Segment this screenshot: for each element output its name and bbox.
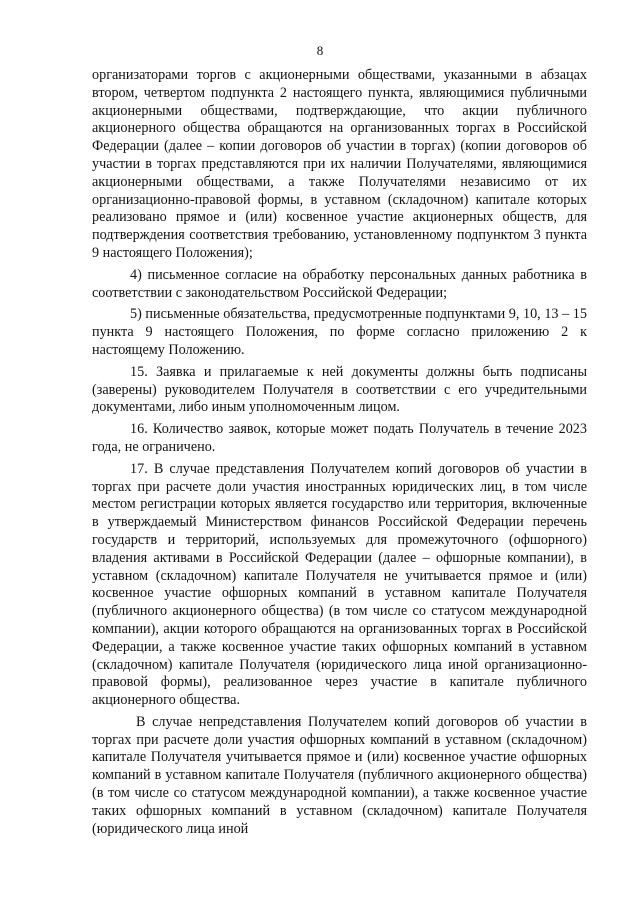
paragraph-item-4: 4) письменное согласие на обработку персональных данных работника в соответствии с законодательством Российской Федерации; [92,266,587,301]
paragraph-16: 16. Количество заявок, которые может подать Получатель в течение 2023 года, не ограничено. [92,421,587,455]
paragraph-17-second: В случае непредставления Получателем копий договоров об участии в торгах при расчете доли участия офшорных компаний в уставном (складочном) капитале Получателя учитывается прямое и (или) косвенное участие офшорных компаний в уставном капитале Получателя (публичного акционерного общества) (в том числе со статусом международной компании), а также косвенное участие таких офшорных компаний в уставном (складочном) капитале Получателя (юридического лица иной [92,713,587,837]
paragraph-15: 15. Заявка и прилагаемые к ней документы должны быть подписаны (заверены) руководителем Получателя в соответствии с его учредительными документами, либо иным уполномоченным лицом. [92,363,587,416]
paragraph-continuation: организаторами торгов с акционерными обществами, указанными в абзацах втором, четвертом подпункта 2 настоящего пункта, являющимися публичными акционерными обществами, подтверждающие, что акции публичного акционерного общества обращаются на организованных торгах в Российской Федерации (далее – копии договоров об участии в торгах) (копии договоров об участии в торгах представляются при их наличии Получателями, являющимися акционерными обществами, а также Получателями независимо от их организационно-правовой формы, в уставном (складочном) капитале которых реализовано прямое и (или) косвенное участие акционерных обществ, для подтверждения соответствия требованию, установленному подпунктом 3 пункта 9 настоящего Положения); [92,67,587,261]
paragraph-item-5: 5) письменные обязательства, предусмотренные подпунктами 9, 10, 13 – 15 пункта 9 настоящего Положения, по форме согласно приложению 2 к настоящему Положению. [92,306,587,358]
page-number: 8 [316,43,324,58]
document-body [92,67,587,838]
paragraph-17: 17. В случае представления Получателем копий договоров об участии в торгах при расчете доли участия иностранных юридических лиц, в том числе местом регистрации которых является государство или территория, включенные в утверждаемый Министерством финансов Российской Федерации перечень государств и территорий, используемых для промежуточного (офшорного) владения активами в Российской Федерации (далее – офшорные компании), в уставном (складочном) капитале Получателя не учитывается прямое и (или) косвенное участие офшорных компаний в уставном капитале Получателя (публичного акционерного общества) (в том числе со статусом международной компании), акции которого обращаются на организованных торгах в Российской Федерации, а также косвенное участие таких офшорных компаний в уставном (складочном) капитале Получателя (юридического лица иной организационно-правовой формы), реализованное через участие в капитале публичного акционерного общества. [92,460,587,709]
